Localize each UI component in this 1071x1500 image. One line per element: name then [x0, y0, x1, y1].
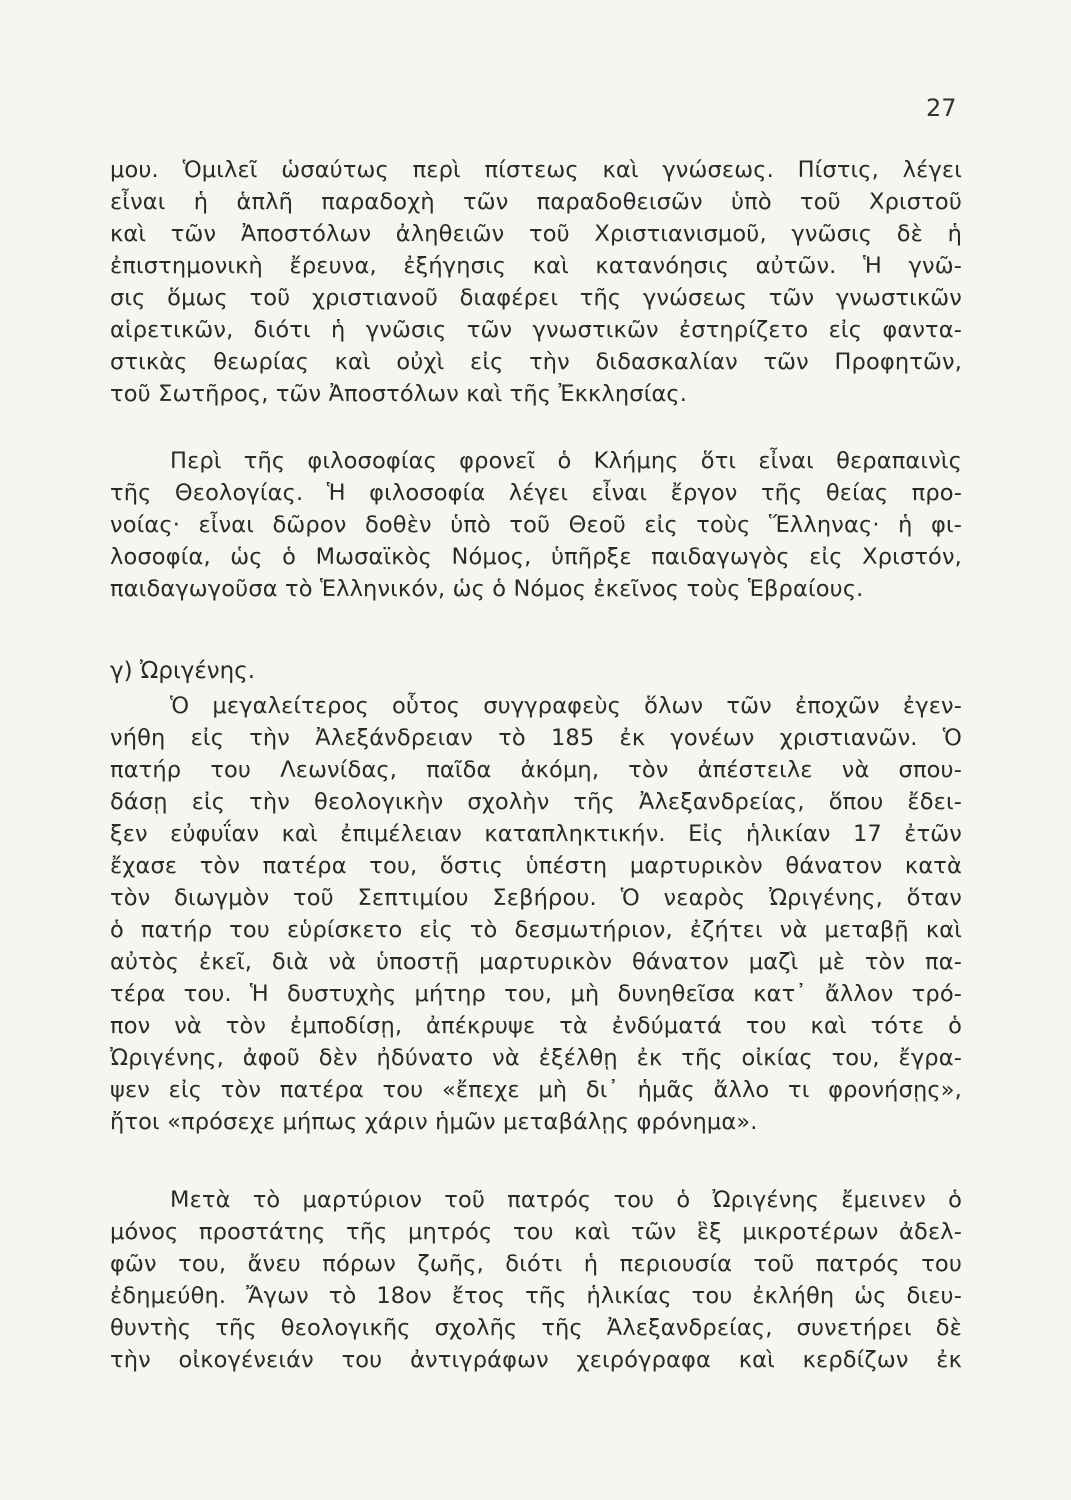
text-line: καὶ τῶν Ἀποστόλων ἀληθειῶν τοῦ Χριστιανισμοῦ, γνῶσις δὲ ἡ — [110, 221, 962, 247]
section-heading: γ) Ὠριγένης. — [110, 658, 256, 684]
text-line: μόνος προστάτης τῆς μητρός του καὶ τῶν ἓξ μικροτέρων ἀδελ- — [110, 1219, 962, 1245]
text-line: φῶν του, ἄνευ πόρων ζωῆς, διότι ἡ περιουσία τοῦ πατρός του — [110, 1251, 962, 1277]
text-line: ἤτοι «πρόσεχε μήπως χάριν ἡμῶν μεταβάλῃς φρόνημα». — [110, 1109, 758, 1135]
text-line: τὴν οἰκογένειάν του ἀντιγράφων χειρόγραφα καὶ κερδίζων ἐκ — [110, 1347, 962, 1373]
section-heading-origen — [110, 655, 962, 687]
text-line: παιδαγωγοῦσα τὸ Ἑλληνικόν, ὡς ὁ Νόμος ἐκεῖνος τοὺς Ἑβραίους. — [110, 576, 864, 602]
text-line: πον νὰ τὸν ἐμποδίσῃ, ἀπέκρυψε τὰ ἐνδύματά του καὶ τότε ὁ — [110, 1013, 962, 1039]
text-line: νήθη εἰς τὴν Ἀλεξάνδρειαν τὸ 185 ἐκ γονέων χριστιανῶν. Ὁ — [110, 725, 962, 751]
text-line: Μετὰ τὸ μαρτύριον τοῦ πατρός του ὁ Ὠριγένης ἔμεινεν ὁ — [170, 1187, 962, 1213]
text-line: θυντὴς τῆς θεολογικῆς σχολῆς τῆς Ἀλεξανδρείας, συνετήρει δὲ — [110, 1315, 962, 1341]
text-line: δάσῃ εἰς τὴν θεολογικὴν σχολὴν τῆς Ἀλεξανδρείας, ὅπου ἔδει- — [110, 789, 962, 815]
text-line: τοῦ Σωτῆρος, τῶν Ἀποστόλων καὶ τῆς Ἐκκλησίας. — [110, 381, 688, 407]
paragraph-origen-early-life — [110, 690, 962, 1138]
text-line: σις ὅμως τοῦ χριστιανοῦ διαφέρει τῆς γνώσεως τῶν γνωστικῶν — [110, 285, 962, 311]
text-line: εἶναι ἡ ἁπλῆ παραδοχὴ τῶν παραδοθεισῶν ὑπὸ τοῦ Χριστοῦ — [110, 189, 962, 215]
text-line: πατήρ του Λεωνίδας, παῖδα ἀκόμη, τὸν ἀπέστειλε νὰ σπου- — [110, 757, 962, 783]
paragraph-clement-philosophy — [110, 445, 962, 605]
text-line: Ὠριγένης, ἀφοῦ δὲν ἠδύνατο νὰ ἐξέλθῃ ἐκ τῆς οἰκίας του, ἔγρα- — [110, 1045, 962, 1071]
text-line: ξεν εὐφυΐαν καὶ ἐπιμέλειαν καταπληκτικήν. Εἰς ἡλικίαν 17 ἐτῶν — [110, 821, 962, 847]
text-line: αὐτὸς ἐκεῖ, διὰ νὰ ὑποστῇ μαρτυρικὸν θάνατον μαζὶ μὲ τὸν πα- — [110, 949, 962, 975]
text-line: τῆς Θεολογίας. Ἡ φιλοσοφία λέγει εἶναι ἔργον τῆς θείας προ- — [110, 480, 962, 506]
text-line: λοσοφία, ὡς ὁ Μωσαϊκὸς Νόμος, ὑπῆρξε παιδαγωγὸς εἰς Χριστόν, — [110, 544, 962, 570]
paragraph-origen-after-martyrdom — [110, 1184, 962, 1376]
text-line: τέρα του. Ἡ δυστυχὴς μήτηρ του, μὴ δυνηθεῖσα κατ᾿ ἄλλον τρό- — [110, 981, 962, 1007]
text-line: νοίας· εἶναι δῶρον δοθὲν ὑπὸ τοῦ Θεοῦ εἰς τοὺς Ἕλληνας· ἡ φι- — [110, 512, 962, 538]
page-number: 27 — [926, 94, 957, 122]
text-line: στικὰς θεωρίας καὶ οὐχὶ εἰς τὴν διδασκαλίαν τῶν Προφητῶν, — [110, 349, 962, 375]
text-line: μου. Ὁμιλεῖ ὡσαύτως περὶ πίστεως καὶ γνώσεως. Πίστις, λέγει — [110, 157, 962, 183]
paragraph-clement-faith-knowledge — [110, 154, 962, 410]
text-line: ὁ πατήρ του εὑρίσκετο εἰς τὸ δεσμωτήριον, ἐζήτει νὰ μεταβῇ καὶ — [110, 917, 962, 943]
text-line: Περὶ τῆς φιλοσοφίας φρονεῖ ὁ Κλήμης ὅτι εἶναι θεραπαινὶς — [170, 448, 962, 474]
text-line: ἐπιστημονικὴ ἔρευνα, ἐξήγησις καὶ κατανόησις αὐτῶν. Ἡ γνῶ- — [110, 253, 962, 279]
text-line: ἐδημεύθη. Ἄγων τὸ 18ον ἔτος τῆς ἡλικίας του ἐκλήθη ὡς διευ- — [110, 1283, 962, 1309]
text-line: τὸν διωγμὸν τοῦ Σεπτιμίου Σεβήρου. Ὁ νεαρὸς Ὠριγένης, ὅταν — [110, 885, 962, 911]
text-line: αἱρετικῶν, διότι ἡ γνῶσις τῶν γνωστικῶν ἐστηρίζετο εἰς φαντα- — [110, 317, 962, 343]
text-line: ψεν εἰς τὸν πατέρα του «ἔπεχε μὴ δι᾿ ἡμᾶς ἄλλο τι φρονήσῃς», — [110, 1077, 962, 1103]
text-line: Ὁ μεγαλείτερος οὗτος συγγραφεὺς ὅλων τῶν ἐποχῶν ἐγεν- — [170, 693, 962, 719]
text-line: ἔχασε τὸν πατέρα του, ὅστις ὑπέστη μαρτυρικὸν θάνατον κατὰ — [110, 853, 962, 879]
